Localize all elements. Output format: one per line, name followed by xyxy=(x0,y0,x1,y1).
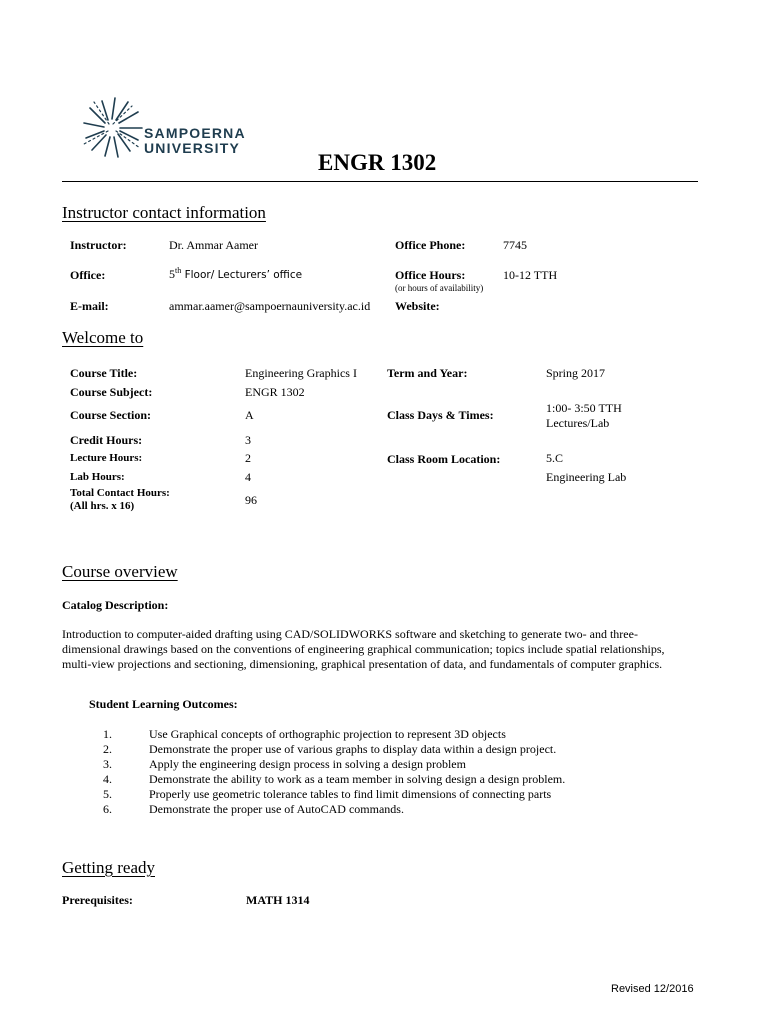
course-subject-label: Course Subject: xyxy=(70,385,153,399)
credit-hours-label: Credit Hours: xyxy=(70,433,143,447)
website-label: Website: xyxy=(395,299,440,313)
course-title-label: Course Title: xyxy=(70,366,138,380)
catalog-description-line1: Introduction to computer-aided drafting using CAD/SOLIDWORKS software and sketching to generate two- and three- xyxy=(62,627,638,641)
outcome-text: Apply the engineering design process in solving a design problem xyxy=(149,757,466,771)
prerequisites-label: Prerequisites: xyxy=(62,893,133,907)
classroom-value-2: Engineering Lab xyxy=(546,470,627,484)
catalog-description-line2: dimensional drawings based on the conventions of engineering graphical communication; topics include spatial relationships, xyxy=(62,642,665,656)
lecture-hours-label: Lecture Hours: xyxy=(70,452,143,464)
outcome-number: 3. xyxy=(103,757,112,771)
starburst-logo-icon xyxy=(80,96,144,160)
outcome-text: Demonstrate the ability to work as a team member in solving design a design problem. xyxy=(149,772,566,786)
office-floor-text: Floor/ Lecturers’ office xyxy=(181,269,303,281)
class-days-value-2: Lectures/Lab xyxy=(546,416,610,430)
course-title-value: Engineering Graphics I xyxy=(245,366,357,380)
outcome-text: Use Graphical concepts of orthographic projection to represent 3D objects xyxy=(149,727,506,741)
header-divider xyxy=(62,181,698,182)
total-hours-label: Total Contact Hours: xyxy=(70,487,170,499)
revised-date: Revised 12/2016 xyxy=(611,983,694,995)
outcome-text: Demonstrate the proper use of various graphs to display data within a design project. xyxy=(149,742,557,756)
term-label: Term and Year: xyxy=(387,366,468,380)
class-days-label: Class Days & Times: xyxy=(387,408,494,422)
office-hours-note: (or hours of availability) xyxy=(395,283,484,293)
total-hours-value: 96 xyxy=(245,493,257,507)
office-phone-label: Office Phone: xyxy=(395,238,466,252)
outcome-number: 6. xyxy=(103,802,112,816)
lecture-hours-value: 2 xyxy=(245,451,251,465)
office-hours-label: Office Hours: xyxy=(395,268,466,282)
outcome-number: 2. xyxy=(103,742,112,756)
email-label: E-mail: xyxy=(70,299,109,313)
section-heading-overview: Course overview xyxy=(62,562,178,581)
outcome-text: Properly use geometric tolerance tables to find limit dimensions of connecting parts xyxy=(149,787,552,801)
total-hours-sub: (All hrs. x 16) xyxy=(70,500,135,512)
office-phone-value: 7745 xyxy=(503,238,527,252)
office-label: Office: xyxy=(70,268,106,282)
outcome-number: 4. xyxy=(103,772,112,786)
section-heading-ready: Getting ready xyxy=(62,858,155,877)
office-value xyxy=(169,266,302,282)
section-heading-welcome: Welcome to xyxy=(62,328,144,347)
catalog-description-line3: multi-view projections and sectioning, dimensioning, graphical presentation of data, and fundamentals of computer graphics. xyxy=(62,657,663,671)
course-section-label: Course Section: xyxy=(70,408,151,422)
classroom-value-1: 5.C xyxy=(546,451,564,465)
outcome-number: 5. xyxy=(103,787,112,801)
course-code-title: ENGR 1302 xyxy=(318,150,437,175)
course-subject-value: ENGR 1302 xyxy=(245,385,305,399)
email-value[interactable]: ammar.aamer@sampoernauniversity.ac.id xyxy=(169,299,371,313)
learning-outcomes-label: Student Learning Outcomes: xyxy=(89,697,238,711)
instructor-value: Dr. Ammar Aamer xyxy=(169,238,258,252)
course-section-value: A xyxy=(245,408,254,422)
outcome-text: Demonstrate the proper use of AutoCAD commands. xyxy=(149,802,404,816)
class-days-value-1: 1:00- 3:50 TTH xyxy=(546,401,622,415)
prerequisites-value: MATH 1314 xyxy=(246,893,310,907)
credit-hours-value: 3 xyxy=(245,433,251,447)
lab-hours-label: Lab Hours: xyxy=(70,471,125,483)
office-hours-value: 10-12 TTH xyxy=(503,268,558,282)
section-heading-contact: Instructor contact information xyxy=(62,203,266,222)
logo-name-line1: SAMPOERNA xyxy=(144,125,246,141)
outcome-number: 1. xyxy=(103,727,112,741)
instructor-label: Instructor: xyxy=(70,238,127,252)
classroom-label: Class Room Location: xyxy=(387,452,501,466)
office-floor-suffix: th xyxy=(175,266,182,275)
term-value: Spring 2017 xyxy=(546,366,606,380)
catalog-description-label: Catalog Description: xyxy=(62,598,169,612)
lab-hours-value: 4 xyxy=(245,470,251,484)
logo-name-line2: UNIVERSITY xyxy=(144,140,241,156)
university-logo xyxy=(80,96,250,160)
office-floor-number: 5 xyxy=(169,267,175,281)
